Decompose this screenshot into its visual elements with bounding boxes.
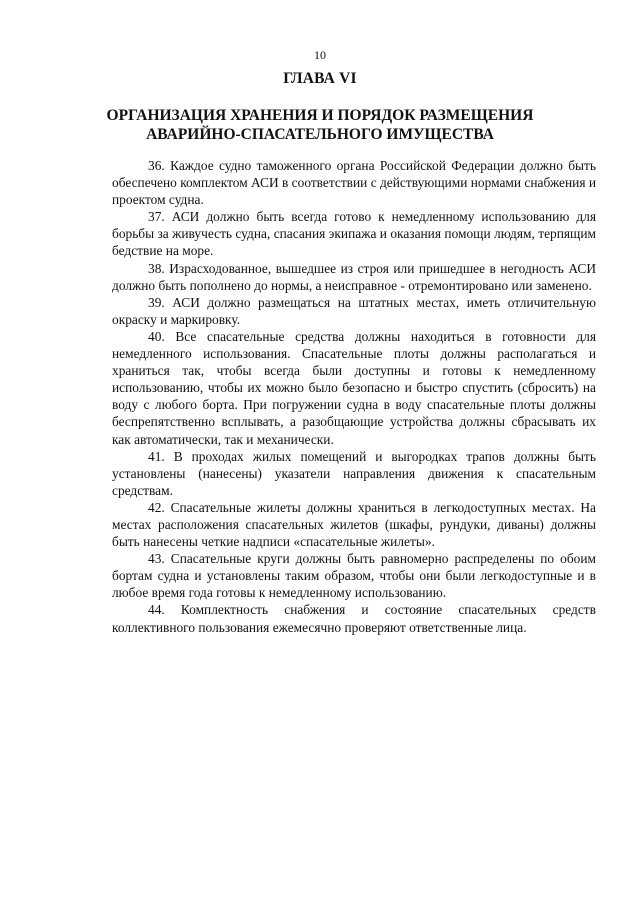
paragraph-41: 41. В проходах жилых помещений и выгородках трапов должны быть установлены (нанесены) указатели направления движения к спасательным средствам.	[112, 448, 596, 498]
paragraph-38: 38. Израсходованное, вышедшее из строя или пришедшее в негодность АСИ должно быть пополнено до нормы, а неисправное - отремонтировано или заменено.	[112, 260, 596, 293]
section-title-line: АВАРИЙНО-СПАСАТЕЛЬНОГО ИМУЩЕСТВА	[146, 126, 494, 143]
paragraph-44: 44. Комплектность снабжения и состояние спасательных средств коллективного пользования ежемесячно проверяют ответственные лица.	[112, 602, 596, 635]
section-title-line: ОРГАНИЗАЦИЯ ХРАНЕНИЯ И ПОРЯДОК РАЗМЕЩЕНИЯ	[106, 107, 534, 124]
paragraph-39: 39. АСИ должно размещаться на штатных местах, иметь отличительную окраску и маркировку.	[112, 294, 596, 327]
paragraph-40: 40. Все спасательные средства должны находиться в готовности для немедленного использования. Спасательные плоты должны располагаться и храниться так, чтобы всегда были доступны и готовы к немедленному использованию, чтобы их можно было безопасно и быстро спустить (сбросить) на воду с любого борта. При погружении судна в воду спасательные плоты должны беспрепятственно всплывать, а разобщающие устройства должны сбрасывать их как автоматически, так и механически.	[112, 328, 596, 447]
document-body	[112, 157, 596, 636]
paragraph-36: 36. Каждое судно таможенного органа Российской Федерации должно быть обеспечено комплектом АСИ в соответствии с действующими нормами снабжения и проектом судна.	[112, 158, 596, 208]
chapter-heading: ГЛАВА VI	[283, 70, 357, 87]
page-number: 10	[314, 48, 326, 62]
paragraph-42: 42. Спасательные жилеты должны храниться в легкодоступных местах. На местах расположения спасательных жилетов (шкафы, рундуки, диваны) должны быть нанесены четкие надписи «спасательные жилеты».	[112, 499, 596, 550]
section-title	[60, 106, 580, 144]
paragraph-43: 43. Спасательные круги должны быть равномерно распределены по обоим бортам судна и установлены таким образом, чтобы они были легкодоступные и в любое время года готовы к немедленному использованию.	[112, 551, 596, 601]
paragraph-37: 37. АСИ должно быть всегда готово к немедленному использованию для борьбы за живучесть судна, спасания экипажа и оказания помощи людям, терпящим бедствие на море.	[112, 209, 596, 259]
